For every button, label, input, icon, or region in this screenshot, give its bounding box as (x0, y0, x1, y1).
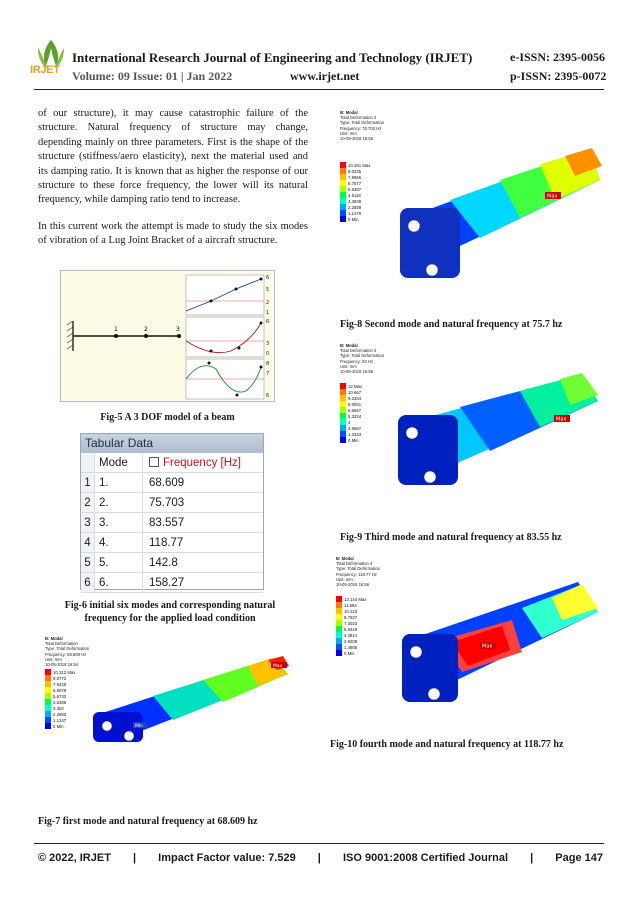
legend-value: 4 (348, 419, 351, 425)
legend-value: 6.7677 (348, 180, 362, 186)
frequency-cell: 68.609 (149, 477, 185, 489)
beam-dof-figure (60, 270, 275, 402)
mode-cell: 3. (95, 513, 143, 532)
mode2-tick-3: 3 (266, 341, 270, 347)
fig8-legend (340, 162, 372, 222)
fig9-meta-line: Total Deformation 3 (340, 348, 377, 354)
legend-value: 9.3334 (348, 395, 362, 401)
fig10-meta-line: Frequency: 118.77 Hz (336, 571, 377, 577)
frequency-cell: 118.77 (149, 537, 184, 549)
legend-value: 7.3023 (344, 620, 358, 626)
header-divider (34, 89, 604, 90)
legend-swatch (340, 437, 346, 443)
legend-value: 0 Min (53, 723, 64, 729)
fig8-meta-line: Type: Total Deformation (340, 120, 385, 126)
fig7-mode-shape (45, 636, 293, 752)
page-footer (38, 852, 603, 864)
fig7-meta-line: Type: Total Deformation (45, 646, 90, 652)
fig10-meta-line: 10-05-2018 16:56 (336, 582, 370, 588)
fig9-max-label: Max (556, 416, 567, 423)
legend-value: 10.151 Max (348, 162, 371, 168)
fig10-meta-line: Total Deformation 4 (336, 561, 373, 567)
fig7-meta-line: Total Deformation (45, 641, 78, 647)
fig9-meta-line: B: Modal (340, 343, 358, 348)
legend-value: 5.8419 (344, 626, 358, 632)
fig8-mode-shape (340, 110, 602, 290)
legend-swatch (336, 650, 342, 656)
fig10-meta-line: Type: Total Deformation (336, 566, 381, 572)
checkbox-icon[interactable] (149, 457, 159, 467)
mode3-tick-6: 6 (266, 393, 270, 399)
fig10-meta-line: B: Modal (336, 556, 354, 561)
legend-value: 7.9426 (53, 681, 67, 687)
logo-text: IRJET (30, 64, 60, 76)
table-row[interactable] (81, 553, 263, 573)
legend-swatch (340, 216, 346, 222)
mode-cell: 2. (95, 493, 143, 512)
legend-value: 4.5118 (348, 192, 361, 198)
fig9-mode-shape (340, 343, 602, 513)
fig8-legend-entry (340, 216, 372, 222)
legend-value: 3.3839 (348, 198, 362, 204)
row-index: 5 (81, 553, 95, 572)
fig7-meta-line: B: Modal (45, 636, 63, 641)
node-label-3: 3 (176, 326, 180, 333)
footer-copyright: © 2022, IRJET (38, 852, 111, 864)
fig6-caption: Fig-6 initial six modes and corresponding natural frequency for the applied load condition (64, 600, 276, 624)
footer-divider (34, 843, 604, 844)
col-frequency-header[interactable] (143, 453, 263, 472)
legend-value: 13.144 Max (344, 596, 367, 602)
legend-value: 4.5386 (53, 699, 67, 705)
journal-name: International Research Journal of Engineering and Technology (IRJET) (72, 50, 473, 65)
table-row[interactable] (81, 473, 263, 493)
footer-page: Page 147 (555, 852, 603, 864)
legend-value: 9.0235 (348, 168, 362, 174)
fig8-meta-line: B: Modal (340, 110, 358, 115)
row-index: 4 (81, 533, 95, 552)
fig7-legend-entry (45, 723, 77, 729)
body-paragraph-2: In this current work the attempt is made to study the six modes of vibration of a Lug Joint Bracket of a aircraft structure. (38, 221, 308, 247)
legend-value: 8.0001 (348, 401, 362, 407)
legend-value: 6.8079 (53, 687, 67, 693)
fig9-legend (340, 383, 372, 443)
volume-issue: Volume: 09 Issue: 01 | Jan 2022 (72, 69, 233, 83)
table-header-row (81, 453, 263, 473)
legend-value: 5.3334 (348, 413, 362, 419)
pissn: p-ISSN: 2395-0072 (510, 69, 607, 83)
legend-value: 0 Min (344, 650, 355, 656)
legend-value: 9.0772 (53, 675, 67, 681)
footer-sep-3: | (530, 852, 534, 864)
legend-value: 2.2559 (348, 204, 362, 210)
legend-swatch (45, 723, 51, 729)
footer-impact: Impact Factor value: 7.529 (158, 852, 296, 864)
footer-sep-2: | (317, 852, 321, 864)
col-frequency-label: Frequency [Hz] (163, 457, 241, 469)
fig7-caption: Fig-7 first mode and natural frequency at 68.609 hz (38, 816, 258, 827)
fig7-meta-line: 10-05-2018 16:54 (45, 662, 79, 668)
fig9-meta-line: Unit: mm (340, 363, 357, 369)
eissn: e-ISSN: 2395-0056 (510, 50, 605, 64)
mode3-tick-8: 8 (266, 361, 270, 367)
legend-value: 3.404 (53, 705, 64, 711)
website-link[interactable]: www.irjet.net (290, 69, 360, 83)
fig8-meta-line: Total Deformation 2 (340, 115, 377, 121)
frequency-cell: 83.557 (149, 517, 185, 529)
legend-value: 0 Min (348, 216, 359, 222)
legend-value: 8.7627 (344, 614, 358, 620)
fig9-bracket-render (370, 355, 602, 513)
legend-value: 1.3333 (348, 431, 362, 437)
fig10-legend (336, 596, 368, 656)
mode1-tick-6: 6 (266, 275, 270, 281)
tabular-data-panel (80, 433, 264, 590)
footer-sep-1: | (133, 852, 137, 864)
mode-cell: 5. (95, 553, 143, 572)
legend-value: 12 Max (348, 383, 363, 389)
legend-value: 6.6667 (348, 407, 362, 413)
node-label-2: 2 (144, 326, 148, 333)
node-label-1: 1 (114, 326, 118, 333)
row-index: 2 (81, 493, 95, 512)
legend-value: 2.6667 (348, 425, 362, 431)
fig7-meta-line: Frequency: 68.609 Hz (45, 651, 87, 657)
legend-value: 5.6397 (348, 186, 362, 192)
fig8-meta-line: Unit: mm (340, 130, 357, 136)
mode-cell: 6. (95, 573, 143, 592)
tabular-data-title: Tabular Data (81, 434, 263, 453)
fig7-legend (45, 669, 77, 729)
row-index: 1 (81, 473, 95, 492)
fig10-legend-entry (336, 650, 368, 656)
fig9-legend-entry (340, 437, 372, 443)
mode-cell: 4. (95, 533, 143, 552)
mode-cell: 1. (95, 473, 143, 492)
fig8-bracket-render (370, 130, 602, 290)
fig10-max-label: Max (482, 643, 493, 650)
frequency-cell: 75.703 (149, 497, 185, 509)
legend-value: 0 Min (348, 437, 359, 443)
mode1-tick-2: 2 (266, 300, 270, 306)
legend-value: 10.212 Max (53, 669, 76, 675)
fig9-meta-line: 10-05-2018 16:59 (340, 369, 374, 375)
legend-value: 1.1279 (348, 210, 362, 216)
mode1-tick-5: 5 (266, 287, 270, 293)
fig10-bracket-render (372, 568, 604, 726)
mode2-tick-0: 0 (266, 351, 270, 357)
legend-value: 1.1347 (53, 717, 67, 723)
fig5-caption: Fig-5 A 3 DOF model of a beam (100, 412, 235, 423)
legend-value: 2.9209 (344, 638, 358, 644)
fig10-caption: Fig-10 fourth mode and natural frequency at 118.77 hz (330, 739, 564, 750)
fig8-meta-line: Frequency: 75.703 Hz (340, 125, 382, 131)
frequency-cell: 158.27 (149, 577, 185, 589)
fig9-meta-line: Type: Total Deformation (340, 353, 385, 359)
fig8-max-label: Max (547, 193, 558, 200)
table-row[interactable] (81, 573, 263, 593)
fig7-bracket-render (83, 646, 293, 750)
fig8-caption: Fig-8 Second mode and natural frequency at 75.7 hz (340, 319, 563, 330)
fig8-meta-line: 10-05-2018 16:55 (340, 136, 374, 142)
fig10-mode-shape (336, 556, 604, 726)
mode3-tick-7: 7 (266, 371, 270, 377)
fig9-meta-line: Frequency: 83 Hz (340, 358, 374, 364)
legend-value: 7.8956 (348, 174, 362, 180)
legend-value: 4.3814 (344, 632, 358, 638)
page-header (0, 0, 638, 92)
fig9-caption: Fig-9 Third mode and natural frequency at 83.55 hz (340, 532, 562, 543)
table-row[interactable] (81, 493, 263, 513)
row-index: 3 (81, 513, 95, 532)
legend-value: 5.6733 (53, 693, 67, 699)
body-paragraph-1: of our structure), it may cause catastrophic failure of the structure. Natural frequency of structure may change, depending mainly on three parameters. First is the shape of the structure (stiffness/aero elasticity), next the material used and its damping ratio. It is known that as higher the response of our structure to these force frequency, the lower will its natural frequency, while damping ratio tend to increase. (38, 108, 308, 206)
fig10-meta-line: Unit: mm (336, 576, 353, 582)
fig7-meta-line: Unit: mm (45, 656, 62, 662)
row-index: 6 (81, 573, 95, 592)
frequency-cell: 142.8 (149, 557, 178, 569)
legend-value: 2.2693 (53, 711, 67, 717)
table-row[interactable] (81, 513, 263, 533)
legend-value: 10.223 (344, 608, 358, 614)
fig7-max-label: Max (273, 664, 283, 669)
col-mode-header: Mode (95, 453, 143, 472)
beam-dof-diagram (61, 271, 276, 403)
table-row[interactable] (81, 533, 263, 553)
legend-value: 10.667 (348, 389, 362, 395)
footer-iso: ISO 9001:2008 Certified Journal (342, 852, 509, 864)
mode2-tick-6: 6 (266, 319, 270, 325)
legend-value: 1.4605 (344, 644, 358, 650)
mode1-tick-1: 1 (266, 310, 270, 316)
legend-value: 11.684 (344, 602, 357, 608)
fig7-min-label: Min (135, 724, 143, 729)
